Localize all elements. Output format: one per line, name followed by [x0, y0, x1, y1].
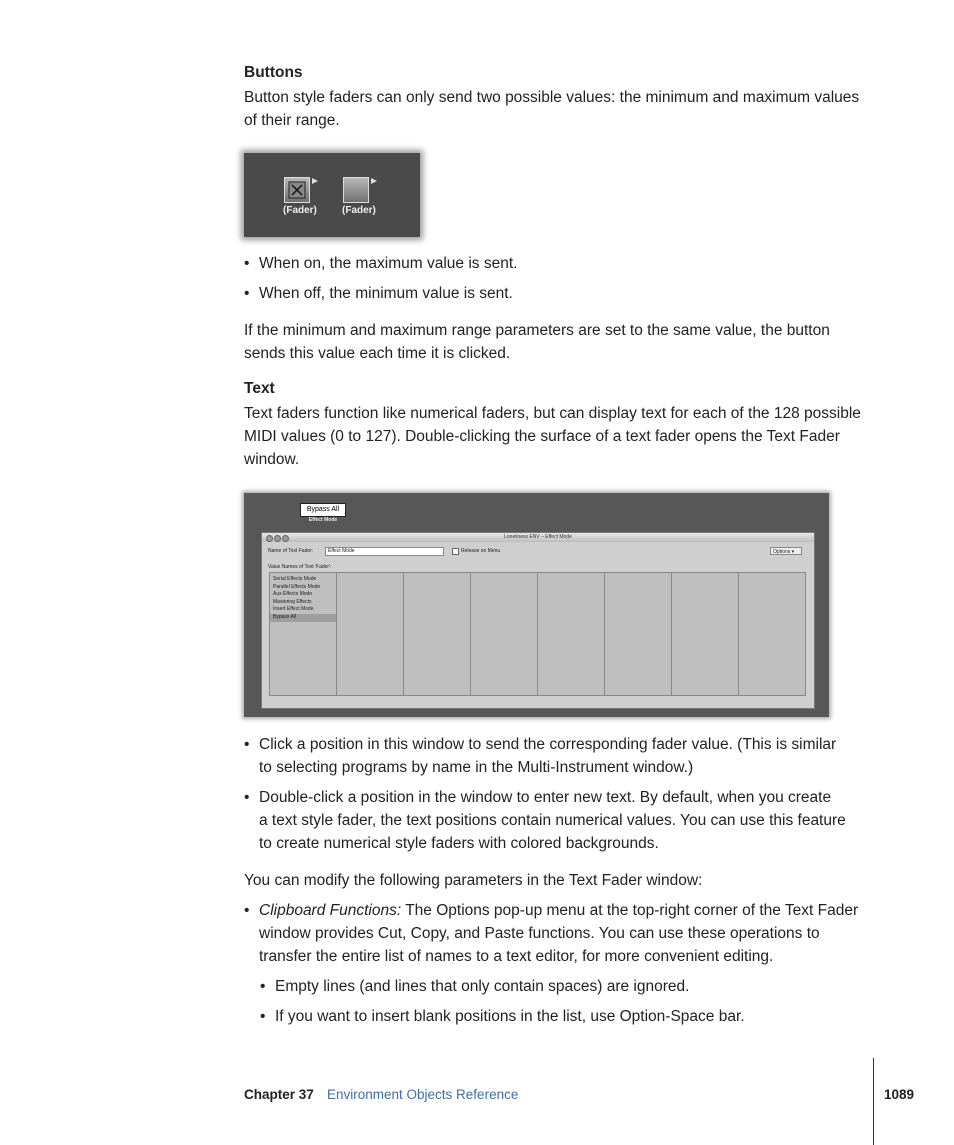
text-fader-figure — [244, 493, 829, 717]
close-icon — [266, 535, 273, 542]
fader-button-on — [284, 177, 310, 203]
page-number: 1089 — [884, 1087, 915, 1102]
footer-divider — [873, 1058, 874, 1145]
name-label: Name of Text Fader: — [268, 548, 314, 554]
checkbox-label: Release on Menu — [461, 548, 501, 554]
list-item-continuation: to create numerical style faders with colored backgrounds. — [259, 835, 659, 852]
footer-title: Environment Objects Reference — [327, 1087, 519, 1102]
list-item-continuation: a text style fader, the text positions contain numerical values. You can use this feature — [259, 812, 846, 829]
bypass-all-button: Bypass All — [300, 503, 346, 517]
list-item: Aux Effects Mode — [273, 591, 313, 598]
buttons-intro-line: Button style faders can only send two possible values: the minimum and maximum values — [244, 89, 860, 106]
triangle-icon — [371, 178, 377, 184]
modify-intro: You can modify the following parameters in the Text Fader window: — [244, 872, 703, 889]
sub-list-item: • If you want to insert blank positions in the list, use Option-Space bar. — [260, 1008, 745, 1025]
grid-column — [337, 573, 404, 695]
list-item: • Double-click a position in the window to enter new text. By default, when you create — [244, 789, 832, 806]
options-popup: Options ▾ — [770, 547, 802, 555]
grid-column — [404, 573, 471, 695]
text-intro-line: window. — [244, 451, 300, 468]
list-item-selected: Bypass All — [270, 614, 336, 622]
section-heading-buttons: Buttons — [244, 64, 303, 81]
text-fader-window — [261, 532, 815, 709]
fader-button-off — [343, 177, 369, 203]
x-mark-icon — [285, 178, 311, 204]
list-item-continuation: transfer the entire list of names to a text editor, for more convenient editing. — [259, 948, 774, 965]
buttons-paragraph-line: sends this value each time it is clicked. — [244, 345, 511, 362]
zoom-icon — [282, 535, 289, 542]
name-field: Effect Mode — [325, 547, 444, 556]
list-item-continuation: to selecting programs by name in the Multi-Instrument window.) — [259, 759, 694, 776]
list-item: • Clipboard Functions: The Options pop-up menu at the top-right corner of the Text Fader — [244, 902, 859, 919]
list-item: Parallel Effects Mode — [273, 583, 321, 590]
buttons-intro-line: of their range. — [244, 112, 340, 129]
fader-label: (Fader) — [342, 205, 376, 216]
list-item: Mastering Effects — [273, 598, 312, 605]
window-title: Loneliness ENV – Effect Mode — [262, 533, 814, 542]
list-item: • When off, the minimum value is sent. — [244, 285, 513, 302]
grid-column — [605, 573, 672, 695]
release-checkbox — [452, 548, 459, 555]
list-item: Serial Effects Mode — [273, 576, 317, 582]
text-intro-line: Text faders function like numerical faders, but can display text for each of the 128 possible — [244, 405, 861, 422]
triangle-icon — [312, 178, 318, 184]
grid-column — [538, 573, 605, 695]
sub-list-item: • Empty lines (and lines that only contain spaces) are ignored. — [260, 978, 690, 995]
list-item: Insert Effect Mode — [273, 606, 314, 613]
section-heading-text: Text — [244, 380, 275, 397]
minimize-icon — [274, 535, 281, 542]
grid-column — [672, 573, 739, 695]
buttons-paragraph-line: If the minimum and maximum range parameters are set to the same value, the button — [244, 322, 830, 339]
button-faders-figure — [244, 153, 420, 237]
text-intro-line: MIDI values (0 to 127). Double-clicking the surface of a text fader opens the Text Fader — [244, 428, 840, 445]
values-label: Value Names of Text 'Fader': — [268, 564, 332, 570]
fader-label: (Fader) — [283, 205, 317, 216]
bypass-caption: Effect Mode — [308, 517, 338, 523]
list-item-continuation: window provides Cut, Copy, and Paste functions. You can use these operations to — [259, 925, 820, 942]
footer-chapter: Chapter 37 — [244, 1087, 314, 1102]
grid-column — [270, 573, 337, 695]
list-item: • Click a position in this window to send the corresponding fader value. (This is similar — [244, 736, 837, 753]
value-names-grid — [269, 572, 806, 696]
grid-column — [471, 573, 538, 695]
list-item: • When on, the maximum value is sent. — [244, 255, 518, 272]
term: Clipboard Functions: — [259, 902, 402, 919]
